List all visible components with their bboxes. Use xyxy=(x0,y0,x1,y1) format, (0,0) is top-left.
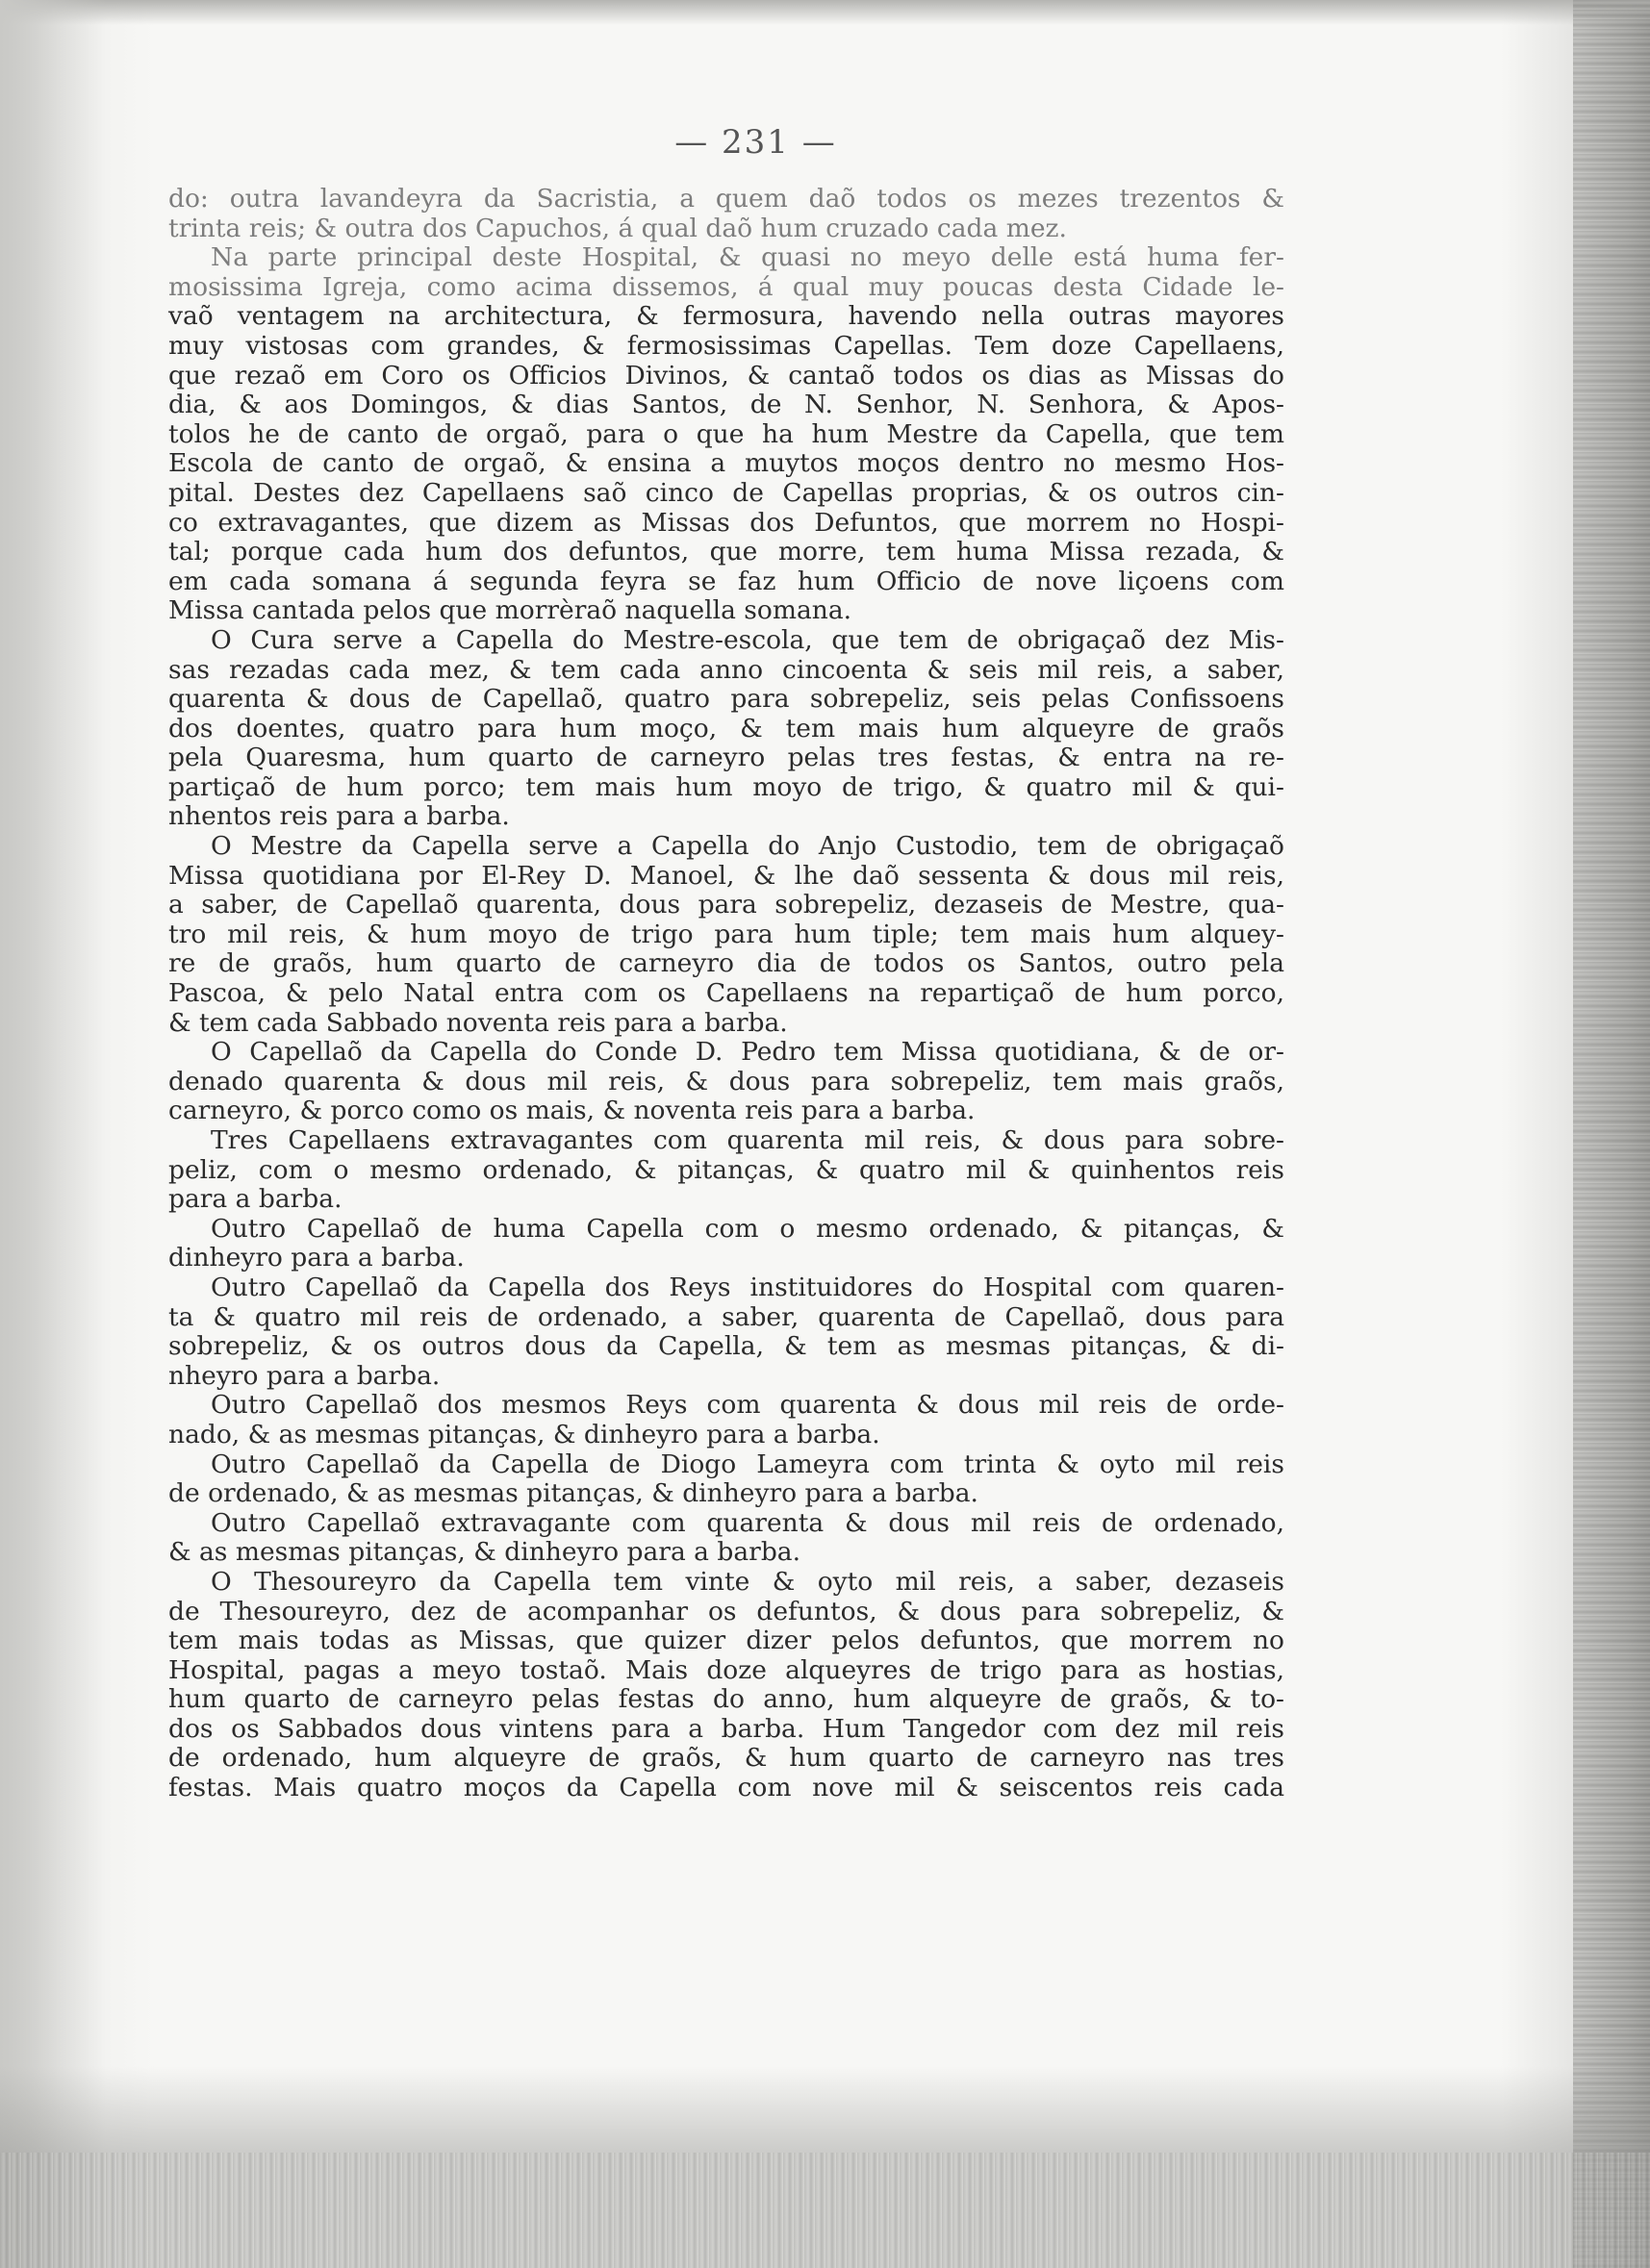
text-line: tro mil reis, & hum moyo de trigo para hum tiple; tem mais hum alquey- xyxy=(168,919,1284,949)
text-line: muy vistosas com grandes, & fermosissimas Capellas. Tem doze Capellaens, xyxy=(168,330,1284,361)
text-line: partiçaõ de hum porco; tem mais hum moyo de trigo, & quatro mil & qui- xyxy=(168,771,1284,802)
text-line: Hospital, pagas a meyo tostaõ. Mais doze alqueyres de trigo para as hostias, xyxy=(168,1654,1284,1685)
text-line: dos os Sabbados dous vintens para a barba. Hum Tangedor com dez mil reis xyxy=(168,1713,1284,1744)
text-line: dia, & aos Domingos, & dias Santos, de N. Senhor, N. Senhora, & Apos- xyxy=(168,390,1284,420)
text-line: O Capellaõ da Capella do Conde D. Pedro tem Missa quotidiana, & de or- xyxy=(211,1037,1284,1068)
text-line: dinheyro para a barba. xyxy=(168,1243,465,1273)
text-line: nado, & as mesmas pitanças, & dinheyro para a barba. xyxy=(168,1419,880,1449)
text-line: sas rezadas cada mez, & tem cada anno cincoenta & seis mil reis, a saber, xyxy=(168,654,1284,685)
text-line: sobrepeliz, & os outros dous da Capella, & tem as mesmas pitanças, & di- xyxy=(168,1331,1284,1362)
text-line: para a barba. xyxy=(168,1184,343,1215)
text-line: que rezaõ em Coro os Officios Divinos, & cantaõ todos os dias as Missas do xyxy=(168,360,1284,391)
text-line: pital. Destes dez Capellaens saõ cinco de Capellas proprias, & os outros cin- xyxy=(168,477,1284,508)
text-line: Outro Capellaõ de huma Capella com o mesmo ordenado, & pitanças, & xyxy=(211,1213,1284,1244)
text-line: co extravagantes, que dizem as Missas dos Defuntos, que morrem no Hospi- xyxy=(168,507,1284,538)
body-text xyxy=(168,185,1284,1803)
scan-edge-right xyxy=(1573,0,1650,2268)
text-line: & as mesmas pitanças, & dinheyro para a barba. xyxy=(168,1537,801,1568)
text-line: Outro Capellaõ da Capella de Diogo Lameyra com trinta & oyto mil reis xyxy=(211,1449,1284,1479)
text-line: trinta reis; & outra dos Capuchos, á qual daõ hum cruzado cada mez. xyxy=(168,213,1067,243)
text-line: nhentos reis para a barba. xyxy=(168,801,510,832)
text-line: O Thesoureyro da Capella tem vinte & oyto mil reis, a saber, dezaseis xyxy=(211,1566,1284,1597)
text-line: do: outra lavandeyra da Sacristia, a quem daõ todos os mezes trezentos & xyxy=(168,184,1284,214)
text-line: de Thesoureyro, dez de acompanhar os defuntos, & dous para sobrepeliz, & xyxy=(168,1596,1284,1626)
text-line: pela Quaresma, hum quarto de carneyro pelas tres festas, & entra na re- xyxy=(168,743,1284,773)
text-line: O Mestre da Capella serve a Capella do Anjo Custodio, tem de obrigaçaõ xyxy=(211,831,1284,862)
scan-edge-bottom xyxy=(0,2153,1650,2268)
text-line: vaõ ventagem na architectura, & fermosura, havendo nella outras mayores xyxy=(168,301,1284,332)
text-line: de ordenado, hum alqueyre de graõs, & hum quarto de carneyro nas tres xyxy=(168,1743,1284,1774)
text-line: festas. Mais quatro moços da Capella com nove mil & seiscentos reis cada xyxy=(168,1773,1284,1803)
scan-shadow-left xyxy=(0,0,106,2268)
text-line: Outro Capellaõ extravagante com quarenta & dous mil reis de ordenado, xyxy=(211,1507,1284,1538)
text-line: nheyro para a barba. xyxy=(168,1360,441,1391)
text-line: hum quarto de carneyro pelas festas do anno, hum alqueyre de graõs, & to- xyxy=(168,1684,1284,1715)
text-line: peliz, com o mesmo ordenado, & pitanças, & quatro mil & quinhentos reis xyxy=(168,1154,1284,1185)
scan-shadow-top xyxy=(0,0,1650,25)
text-line: a saber, de Capellaõ quarenta, dous para sobrepeliz, dezaseis de Mestre, qua- xyxy=(168,890,1284,920)
text-line: Missa cantada pelos que morrèraõ naquella somana. xyxy=(168,595,852,626)
text-line: Tres Capellaens extravagantes com quarenta mil reis, & dous para sobre- xyxy=(211,1125,1284,1155)
text-line: Outro Capellaõ dos mesmos Reys com quarenta & dous mil reis de orde- xyxy=(211,1390,1284,1421)
text-line: Outro Capellaõ da Capella dos Reys instituidores do Hospital com quaren- xyxy=(211,1272,1284,1302)
text-line: em cada somana á segunda feyra se faz hum Officio de nove liçoens com xyxy=(168,566,1284,596)
text-line: dos doentes, quatro para hum moço, & tem mais hum alqueyre de graõs xyxy=(168,713,1284,743)
text-line: mosissima Igreja, como acima dissemos, á qual muy poucas desta Cidade le- xyxy=(168,271,1284,302)
text-line: ta & quatro mil reis de ordenado, a saber, quarenta de Capellaõ, dous para xyxy=(168,1301,1284,1332)
text-line: tolos he de canto de orgaõ, para o que ha hum Mestre da Capella, que tem xyxy=(168,418,1284,449)
text-line: tem mais todas as Missas, que quizer dizer pelos defuntos, que morrem no xyxy=(168,1625,1284,1656)
text-line: Na parte principal deste Hospital, & quasi no meyo delle está huma fer- xyxy=(211,242,1284,273)
text-line: & tem cada Sabbado noventa reis para a barba. xyxy=(168,1007,788,1038)
text-line: tal; porque cada hum dos defuntos, que morre, tem huma Missa rezada, & xyxy=(168,537,1284,567)
text-line: quarenta & dous de Capellaõ, quatro para sobrepeliz, seis pelas Confissoens xyxy=(168,684,1284,715)
text-line: de ordenado, & as mesmas pitanças, & dinheyro para a barba. xyxy=(168,1478,978,1509)
scan-shadow-bottom xyxy=(0,2066,1650,2153)
text-line: denado quarenta & dous mil reis, & dous para sobrepeliz, tem mais graõs, xyxy=(168,1066,1284,1096)
text-line: Escola de canto de orgaõ, & ensina a muytos moços dentro no mesmo Hos- xyxy=(168,448,1284,479)
page-number: — 231 — xyxy=(674,123,837,162)
text-line: O Cura serve a Capella do Mestre-escola, que tem de obrigaçaõ dez Mis- xyxy=(211,624,1284,655)
text-line: Pascoa, & pelo Natal entra com os Capellaens na repartiçaõ de hum porco, xyxy=(168,978,1284,1009)
text-line: carneyro, & porco como os mais, & noventa reis para a barba. xyxy=(168,1096,976,1126)
text-line: Missa quotidiana por El-Rey D. Manoel, & lhe daõ sessenta & dous mil reis, xyxy=(168,860,1284,891)
text-line: re de graõs, hum quarto de carneyro dia de todos os Santos, outro pela xyxy=(168,948,1284,979)
